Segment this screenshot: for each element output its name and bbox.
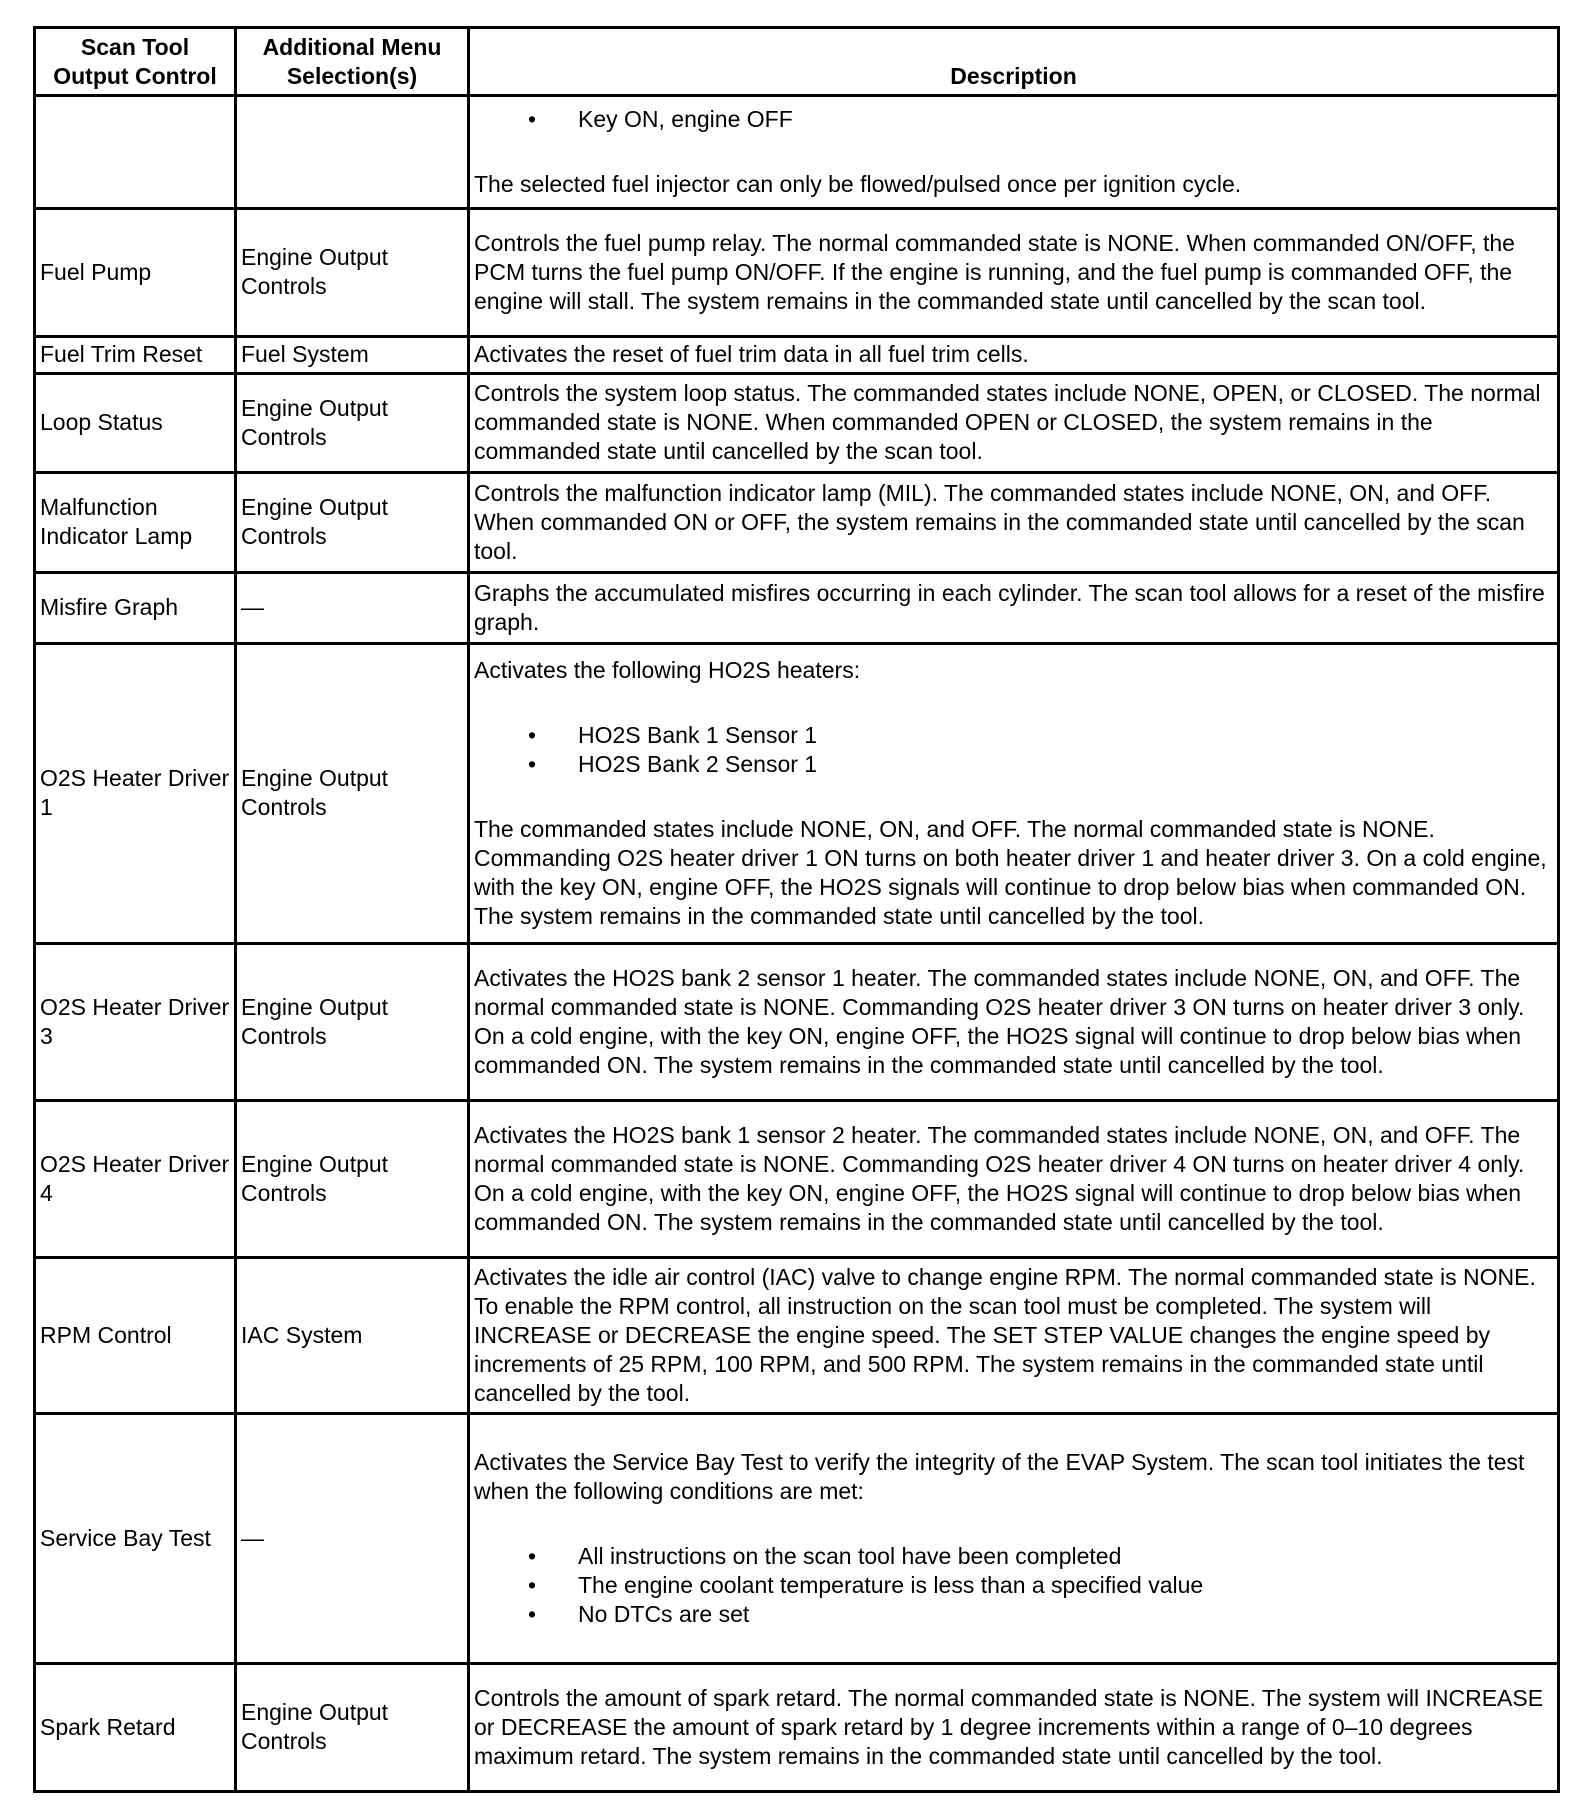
bullet-list	[474, 105, 1553, 134]
table-row	[35, 1414, 1559, 1664]
control-cell: Fuel Pump	[35, 209, 236, 337]
bullet-item: • Key ON, engine OFF	[474, 105, 1553, 134]
menu-cell: Fuel System	[236, 337, 469, 374]
menu-cell: —	[236, 1414, 469, 1664]
menu-cell: IAC System	[236, 1258, 469, 1414]
description-cell: Activates the HO2S bank 2 sensor 1 heater. The commanded states include NONE, ON, and OFF. The normal commanded state is NONE. Commanding O2S heater driver 3 ON turns on heater driver 3 only. On a cold engine, with the key ON, engine OFF, the HO2S signal will continue to drop below bias when commanded ON. The system remains in the commanded state until cancelled by the tool.	[469, 944, 1559, 1101]
control-cell: O2S Heater Driver 1	[35, 644, 236, 944]
header-col1-line2: Output Control	[53, 63, 217, 89]
table-row	[35, 573, 1559, 644]
table-row	[35, 473, 1559, 573]
table-row	[35, 1664, 1559, 1792]
control-cell: Misfire Graph	[35, 573, 236, 644]
menu-cell: Engine Output Controls	[236, 1664, 469, 1792]
table-row	[35, 209, 1559, 337]
description-cell	[469, 644, 1559, 944]
table-row	[35, 96, 1559, 209]
description-cell: Activates the HO2S bank 1 sensor 2 heater. The commanded states include NONE, ON, and OFF. The normal commanded state is NONE. Commanding O2S heater driver 4 ON turns on heater driver 4 only. On a cold engine, with the key ON, engine OFF, the HO2S signal will continue to drop below bias when commanded ON. The system remains in the commanded state until cancelled by the tool.	[469, 1101, 1559, 1258]
control-cell: O2S Heater Driver 4	[35, 1101, 236, 1258]
bullet-item: • HO2S Bank 1 Sensor 1	[474, 721, 1553, 750]
description-text: Activates the Service Bay Test to verify the integrity of the EVAP System. The scan tool initiates the test when the following conditions are met:	[474, 1448, 1525, 1504]
menu-cell: Engine Output Controls	[236, 644, 469, 944]
header-col2-line1: Additional Menu	[262, 34, 442, 60]
menu-cell: —	[236, 573, 469, 644]
bullet-item: • The engine coolant temperature is less than a specified value	[474, 1571, 1553, 1600]
control-cell: Spark Retard	[35, 1664, 236, 1792]
table-row	[35, 644, 1559, 944]
description-cell: Graphs the accumulated misfires occurring in each cylinder. The scan tool allows for a reset of the misfire graph.	[469, 573, 1559, 644]
description-cell: Controls the amount of spark retard. The normal commanded state is NONE. The system will INCREASE or DECREASE the amount of spark retard by 1 degree increments within a range of 0–10 degrees maximum retard. The system remains in the commanded state until cancelled by the tool.	[469, 1664, 1559, 1792]
header-description: Description	[469, 28, 1559, 96]
bullet-list	[474, 1542, 1553, 1629]
control-cell: Loop Status	[35, 374, 236, 473]
description-cell: Controls the system loop status. The commanded states include NONE, OPEN, or CLOSED. The normal commanded state is NONE. When commanded OPEN or CLOSED, the system remains in the commanded state until cancelled by the scan tool.	[469, 374, 1559, 473]
bullet-list	[474, 721, 1553, 779]
header-additional-menu-selection	[236, 28, 469, 96]
control-cell: Malfunction Indicator Lamp	[35, 473, 236, 573]
header-scan-tool-output-control	[35, 28, 236, 96]
menu-cell	[236, 96, 469, 209]
control-cell: RPM Control	[35, 1258, 236, 1414]
table-row	[35, 1258, 1559, 1414]
control-cell	[35, 96, 236, 209]
bullet-item: • All instructions on the scan tool have been completed	[474, 1542, 1553, 1571]
header-row	[35, 28, 1559, 96]
table-row	[35, 944, 1559, 1101]
table-row	[35, 337, 1559, 374]
table-row	[35, 1101, 1559, 1258]
description-text: The selected fuel injector can only be flowed/pulsed once per ignition cycle.	[474, 170, 1242, 197]
description-text: The commanded states include NONE, ON, and OFF. The normal commanded state is NONE. Commanding O2S heater driver 1 ON turns on both heater driver 1 and heater driver 3. On a cold engine, with the key ON, engine OFF, the HO2S signals will continue to drop below bias when commanded ON. The system remains in the commanded state until cancelled by the tool.	[474, 815, 1547, 929]
description-cell: Controls the fuel pump relay. The normal commanded state is NONE. When commanded ON/OFF, the PCM turns the fuel pump ON/OFF. If the engine is running, and the fuel pump is commanded OFF, the engine will stall. The system remains in the commanded state until cancelled by the scan tool.	[469, 209, 1559, 337]
menu-cell: Engine Output Controls	[236, 473, 469, 573]
description-cell: Activates the idle air control (IAC) valve to change engine RPM. The normal commanded state is NONE. To enable the RPM control, all instruction on the scan tool must be completed. The system will INCREASE or DECREASE the engine speed. The SET STEP VALUE changes the engine speed by increments of 25 RPM, 100 RPM, and 500 RPM. The system remains in the commanded state until cancelled by the tool.	[469, 1258, 1559, 1414]
description-cell: Controls the malfunction indicator lamp (MIL). The commanded states include NONE, ON, and OFF. When commanded ON or OFF, the system remains in the commanded state until cancelled by the scan tool.	[469, 473, 1559, 573]
scan-tool-output-controls-table	[33, 26, 1560, 1793]
bullet-item: • No DTCs are set	[474, 1600, 1553, 1629]
table-row	[35, 374, 1559, 473]
menu-cell: Engine Output Controls	[236, 209, 469, 337]
control-cell: Fuel Trim Reset	[35, 337, 236, 374]
description-cell: Activates the reset of fuel trim data in all fuel trim cells.	[469, 337, 1559, 374]
menu-cell: Engine Output Controls	[236, 374, 469, 473]
description-cell	[469, 1414, 1559, 1664]
control-cell: Service Bay Test	[35, 1414, 236, 1664]
control-cell: O2S Heater Driver 3	[35, 944, 236, 1101]
description-cell	[469, 96, 1559, 209]
menu-cell: Engine Output Controls	[236, 1101, 469, 1258]
bullet-item: • HO2S Bank 2 Sensor 1	[474, 750, 1553, 779]
header-col2-line2: Selection(s)	[286, 63, 418, 89]
menu-cell: Engine Output Controls	[236, 944, 469, 1101]
header-col1-line1: Scan Tool	[80, 34, 190, 60]
description-text: Activates the following HO2S heaters:	[474, 656, 861, 683]
